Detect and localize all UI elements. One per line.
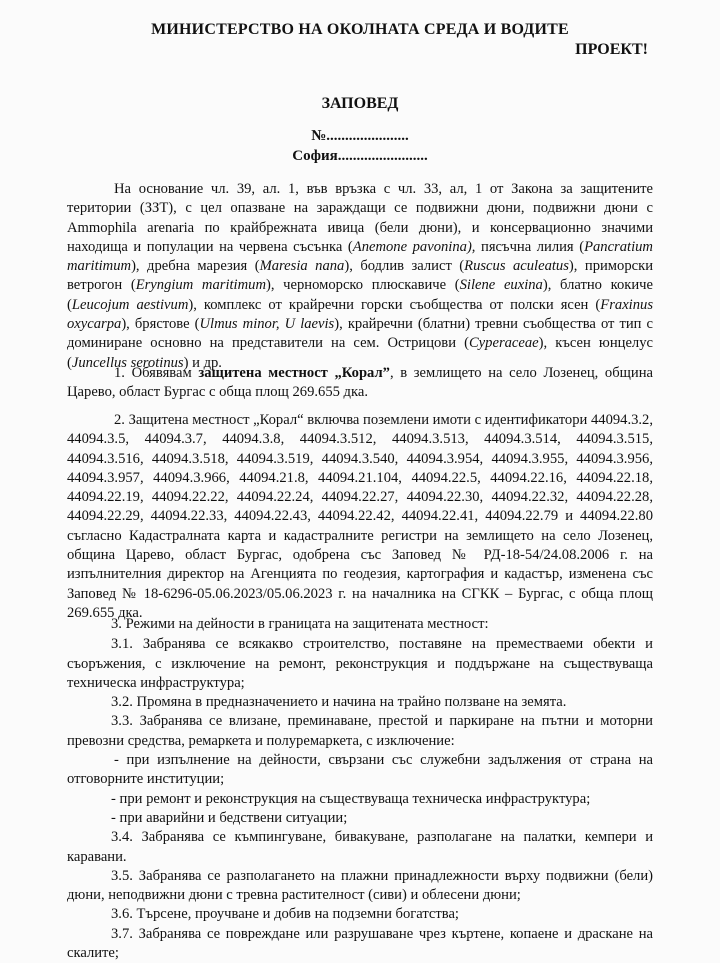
order-title: ЗАПОВЕД <box>321 95 399 112</box>
order-city: София........................ <box>292 148 428 164</box>
rule-3-6: 3.6. Търсене, проучване и добив на подземни богатства; <box>111 906 459 923</box>
ministry-heading: МИНИСТЕРСТВО НА ОКОЛНАТА СРЕДА И ВОДИТЕ <box>151 21 569 38</box>
item-3-heading: 3. Режими на дейности в границата на защитената местност: <box>111 616 489 632</box>
exception-3: - при аварийни и бедствени ситуации; <box>111 809 348 826</box>
exception-2: - при ремонт и реконструкция на съществуваща техническа инфраструктура; <box>111 790 591 807</box>
rule-3-3: 3.3. Забранява се влизане, преминаване, престой и паркиране на пътни и моторни превозни средства, ремаркета и полуремаркета, с изключение: <box>67 713 653 749</box>
exception-1: - при изпълнение на дейности, свързани със служебни задължения от страна на отговорните институции; <box>67 752 653 788</box>
draft-label: ПРОЕКТ! <box>575 41 648 58</box>
rule-3-2: 3.2. Промяна в предназначението и начина на трайно ползване на земята. <box>111 694 567 711</box>
protected-area-name: защитена местност „Корал” <box>198 365 390 381</box>
item-2-paragraph: 2. Защитена местност „Корал“ включва поземлени имоти с идентификатори 44094.3.2, 44094.3.5, 44094.3.7, 44094.3.8, 44094.3.512, 44094.3.513, 44094.3.514, 44094.3.515, 44094.3.516, 44094.3.518, 44094.3.519, 44094.3.540, 44094.3.954, 44094.3.955, 44094.3.956, 44094.3.957, 44094.3.966, 44094.21.8, 44094.21.104, 44094.22.5, 44094.22.16, 44094.22.18, 44094.22.19, 44094.22.22, 44094.22.24, 44094.22.27, 44094.22.30, 44094.22.32, 44094.22.28, 44094.22.29, 44094.22.33, 44094.22.43, 44094.22.42, 44094.22.41, 44094.22.79 и 44094.22.80 съгласно Кадастралната карта и кадастралните регистри на землището на село Лозенец, община Царево, област Бургас, одобрена със Заповед № РД-18-54/24.08.2006 г. на изпълнителния директор на Агенцията по геодезия, картография и кадастър, изменена със Заповед № 18-6296-05.06.2023/05.06.2023 г. на началника на СГКК – Бургас, с обща площ 269.655 дка. <box>67 412 653 621</box>
rule-3-5: 3.5. Забранява се разполагането на плажни принадлежности върху подвижни (бели) дюни, неподвижни дюни с тревна растителност (сиви) и облесени дюни; <box>67 867 653 904</box>
item-1-paragraph: 1. Обявявам защитена местност „Корал”, в землището на село Лозенец, община Царево, област Бургас с обща площ 269.655 дка. <box>67 365 653 401</box>
rule-3-7: 3.7. Забранява се повреждане или разрушаване чрез къртене, копаене и драскане на скалите; <box>67 925 653 962</box>
intro-paragraph: На основание чл. 39, ал. 1, във връзка с чл. 33, ал, 1 от Закона за защитените територии (ЗЗТ), с цел опазване на зараждащи се подвижни дюни, подвижни дюни с Ammophila arenaria по крайбрежната ивица (бели дюни), и консервационно значими находища и популации на червена съсънка (Anemone pavonina), пясъчна лилия (Pancratium maritimum), дребна марезия (Maresia nana), бодлив залист (Ruscus aculeatus), приморски ветрогон (Eryngium maritimum), черноморско плюскавиче (Silene euxina), блатно кокиче (Leucojum aestivum), комплекс от крайречни горски съобщества от полски ясен (Fraxinus oxycarpa), брястове (Ulmus minor, U laevis), крайречни (блатни) тревни съобщества от тип с доминиране основно на представители на сем. Острицови (Cyperaceae), късен юнцелус (Juncellus serotinus) и др. <box>67 181 654 371</box>
item-3-section <box>67 615 653 963</box>
rule-3-4: 3.4. Забранява се къмпингуване, бивакуване, разполагане на палатки, кемпери и каравани. <box>67 829 653 865</box>
rule-3-1: 3.1. Забранява се всякакво строителство, поставяне на преместваеми обекти и съоръжения, с изключение на ремонт, реконструкция и поддържане на съществуваща техническа инфраструктура; <box>67 636 653 691</box>
order-number: №...................... <box>311 128 409 144</box>
